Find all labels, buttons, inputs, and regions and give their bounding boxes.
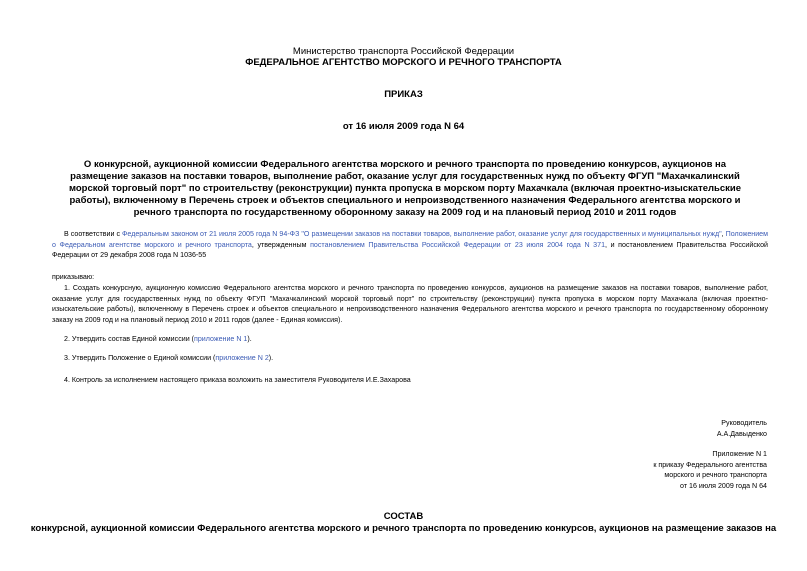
order-subject: О конкурсной, аукционной комиссии Федерального агентства морского и речного транспорта по проведению конкурсов, аукционов на размещение заказов на поставки товаров, выполнение работ, оказание услуг для государственных нужд по объекту ФГУП "Махачкалинский морской торговый порт" по строительству (реконструкции) пункта пропуска в морском порту Махачкала (включая проектно-изыскательские работы), включенному в Перечень строек и объектов специального и непроизводственного назначения Федерального агентства морского и речного транспорта по государственному оборонному заказу на 2009 год и на плановый период 2010 и 2011 годов xyxy=(68,159,742,218)
item-3-end: ). xyxy=(268,354,274,362)
composition-title: СОСТАВ xyxy=(383,511,424,522)
agency-regulation-link[interactable]: Положением о Федеральном агентстве морского и речного транспорта xyxy=(52,230,768,249)
item-3-text: 3. Утвердить Положение о Единой комиссии ( xyxy=(64,354,216,362)
federal-law-link[interactable]: Федеральным законом от 21 июля 2005 года N 94-ФЗ "О размещении заказов на поставки товаров, выполнение работ, оказание услуг для государственных и муниципальных нужд" xyxy=(122,230,722,238)
appendix-line-3: морского и речного транспорта xyxy=(664,471,767,479)
signature-name: А.А.Давыденко xyxy=(716,429,767,438)
preamble-text-3: , утвержденным xyxy=(251,240,311,249)
government-decree-link[interactable]: постановлением Правительства Российской Федерации от 23 июля 2004 года N 371 xyxy=(310,240,606,249)
signature-role: Руководитель xyxy=(721,419,767,427)
order-date-number: от 16 июля 2009 года N 64 xyxy=(342,121,465,132)
preamble-text-2: , xyxy=(721,230,726,238)
item-1: 1. Создать конкурсную, аукционную комиссию Федерального агентства морского и речного транспорта по проведению конкурсов, аукционов на размещение заказов на поставки товаров, выполнение работ, оказание услуг для государственных нужд по объекту ФГУП "Махачкалинский морской торговый порт" по строительству (реконструкции) пункта пропуска в морском порту Махачкала (включая проектно-изыскательские работы), включенному в Перечень строек и объектов специального и непроизводственного назначения Федерального агентства морского и речного транспорта по государственному оборонному заказу на 2009 год и на плановый период 2010 и 2011 годов (далее - Единая комиссия). xyxy=(52,284,768,324)
appendix-line-2: к приказу Федерального агентства xyxy=(653,460,767,469)
appendix-line-4: от 16 июля 2009 года N 64 xyxy=(680,481,767,490)
item-2-end: ). xyxy=(247,335,252,343)
appendix-header xyxy=(507,449,767,491)
appendix-1-link[interactable]: приложение N 1 xyxy=(194,335,248,343)
item-2 xyxy=(52,334,768,345)
appendix-line-1: Приложение N 1 xyxy=(712,450,767,458)
preamble-text-1: В соответствии с xyxy=(64,230,123,238)
item-3 xyxy=(52,353,768,364)
composition-subtitle: конкурсной, аукционной комиссии Федерального агентства морского и речного транспорта по проведению конкурсов, аукционов на размещение заказов на xyxy=(30,523,777,534)
ministry-line: Министерство транспорта Российской Федерации xyxy=(292,46,515,57)
order-title: ПРИКАЗ xyxy=(384,89,423,100)
preamble-text-4: , и постановлением Правительства Российской Федерации от 29 декабря 2008 года N 1036-55 xyxy=(52,240,768,259)
preamble-paragraph xyxy=(52,229,768,261)
appendix-2-link[interactable]: приложение N 2 xyxy=(215,354,269,362)
item-2-text: 2. Утвердить состав Единой комиссии ( xyxy=(64,335,194,343)
item-4: 4. Контроль за исполнением настоящего приказа возложить на заместителя Руководителя И.Е.Захарова xyxy=(64,376,411,384)
signature-block xyxy=(507,418,767,439)
prikazyvayu-label: приказываю: xyxy=(52,273,95,281)
agency-line: ФЕДЕРАЛЬНОЕ АГЕНТСТВО МОРСКОГО И РЕЧНОГО ТРАНСПОРТА xyxy=(245,57,562,68)
